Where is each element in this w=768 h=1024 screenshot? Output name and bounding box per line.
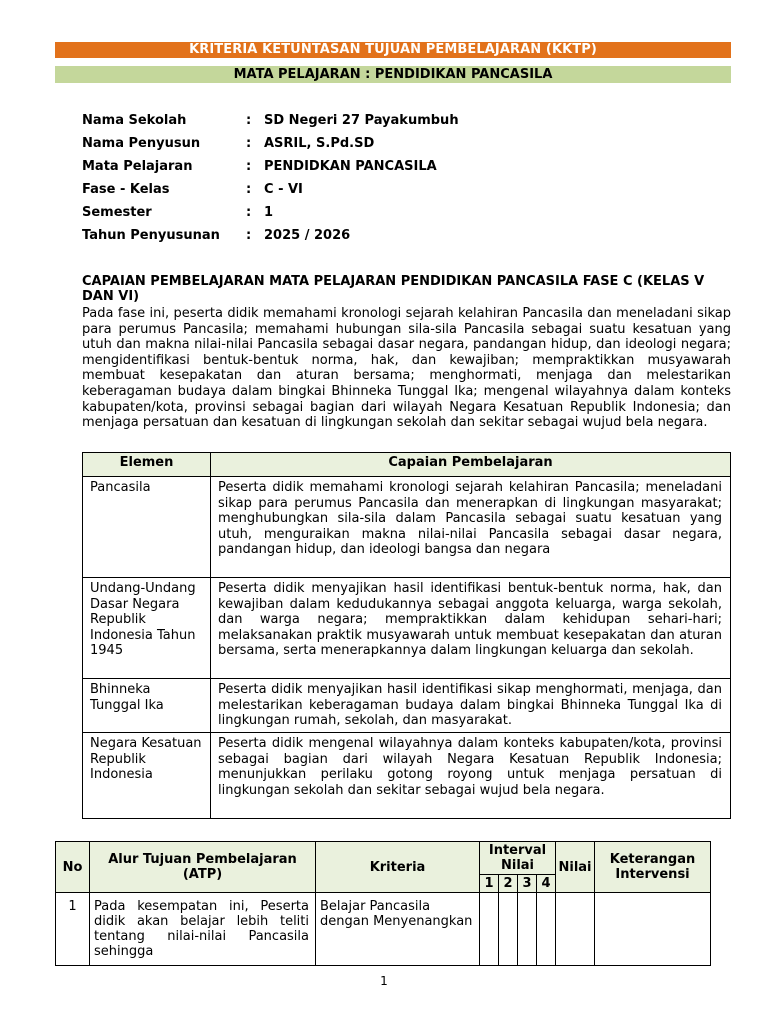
info-colon: : [246, 136, 252, 151]
interval-col-3: 3 [518, 875, 537, 893]
table-header-row [83, 453, 731, 477]
interval-col-4: 4 [537, 875, 556, 893]
column-header-nilai: Nilai [556, 842, 595, 893]
info-value: SD Negeri 27 Payakumbuh [264, 113, 459, 128]
info-row [82, 181, 459, 204]
table-row [56, 893, 711, 966]
info-value: C - VI [264, 182, 303, 197]
document-subtitle: MATA PELAJARAN : PENDIDIKAN PANCASILA [55, 66, 731, 83]
column-header-kriteria: Kriteria [316, 842, 480, 893]
elemen-cell: Pancasila [83, 477, 211, 578]
interval-cell[interactable] [518, 893, 537, 966]
info-row [82, 112, 459, 135]
info-label: Mata Pelajaran [82, 159, 193, 174]
interval-cell[interactable] [480, 893, 499, 966]
capaian-paragraph: Pada fase ini, peserta didik memahami kronologi sejarah kelahiran Pancasila dan meneladani sikap para perumus Pancasila; memahami hubungan sila-sila Pancasila sebagai suatu kesatuan yang utuh dan makna nilai-nilai Pancasila sebagai dasar negara, pandangan hidup, dan ideologi negara; mengidentifikasi bentuk-bentuk norma, hak, dan kewajiban; mempraktikkan musyawarah membuat kesepakatan dan aturan bersama; menghormati, menjaga dan melestarikan keberagaman budaya dalam bingkai Bhinneka Tunggal Ika; mengenal wilayahnya dalam konteks kabupaten/kota, provinsi sebagai bagian dari wilayah Negara Kesatuan Republik Indonesia; dan menjaga persatuan dan kesatuan di lingkungan sekolah dan sekitar sebagai wujud bela negara. [82, 306, 731, 431]
capaian-cell: Peserta didik menyajikan hasil identifikasi sikap menghormati, menjaga, dan melestarikan keberagaman budaya dalam bingkai Bhinneka Tunggal Ika di lingkungan rumah, sekolah, dan masyarakat. [211, 679, 731, 733]
column-header-keterangan: Keterangan Intervensi [595, 842, 711, 893]
info-value: 1 [264, 205, 274, 220]
elemen-table [82, 452, 731, 819]
info-row [82, 158, 459, 181]
column-header-no: No [56, 842, 90, 893]
info-label: Nama Penyusun [82, 136, 201, 151]
info-colon: : [246, 228, 252, 243]
nilai-cell[interactable] [556, 893, 595, 966]
info-colon: : [246, 113, 252, 128]
column-header-elemen: Elemen [83, 453, 211, 477]
capaian-heading: CAPAIAN PEMBELAJARAN MATA PELAJARAN PENDIDIKAN PANCASILA FASE C (KELAS V DAN VI) [82, 274, 705, 304]
capaian-cell: Peserta didik menyajikan hasil identifikasi bentuk-bentuk norma, hak, dan kewajiban dalam kedudukannya sebagai anggota keluarga, warga sekolah, dan warga negara; mempraktikkan dalam kehidupan sehari-hari; melaksanakan praktik musyawarah untuk membuat kesepakatan dan aturan bersama, serta menerapkannya dalam lingkungan keluarga dan sekolah. [211, 578, 731, 679]
column-header-capaian: Capaian Pembelajaran [211, 453, 731, 477]
info-colon: : [246, 205, 252, 220]
info-value: PENDIDKAN PANCASILA [264, 159, 437, 174]
column-header-interval: Interval Nilai [480, 842, 556, 875]
elemen-cell: Undang-Undang Dasar Negara Republik Indonesia Tahun 1945 [83, 578, 211, 679]
kktp-table [55, 841, 711, 966]
info-label: Tahun Penyusunan [82, 228, 220, 243]
interval-col-2: 2 [499, 875, 518, 893]
document-title: KRITERIA KETUNTASAN TUJUAN PEMBELAJARAN (KKTP) [55, 42, 731, 58]
info-label: Fase - Kelas [82, 182, 170, 197]
interval-cell[interactable] [537, 893, 556, 966]
table-row [83, 477, 731, 578]
info-row [82, 204, 459, 227]
elemen-cell: Bhinneka Tunggal Ika [83, 679, 211, 733]
info-colon: : [246, 159, 252, 174]
table-row [83, 679, 731, 733]
info-value: 2025 / 2026 [264, 228, 351, 243]
capaian-cell: Peserta didik memahami kronologi sejarah kelahiran Pancasila; meneladani sikap para perumus Pancasila dan menerapkan di lingkungan masyarakat; menghubungkan sila-sila dalam Pancasila sebagai suatu kesatuan yang utuh, menguraikan makna nilai-nilai Pancasila sebagai dasar negara, pandangan hidup, dan ideologi bangsa dan negara [211, 477, 731, 578]
info-colon: : [246, 182, 252, 197]
info-row [82, 227, 459, 250]
table-row [83, 578, 731, 679]
interval-col-1: 1 [480, 875, 499, 893]
info-row [82, 135, 459, 158]
info-value: ASRIL, S.Pd.SD [264, 136, 375, 151]
elemen-cell: Negara Kesatuan Republik Indonesia [83, 733, 211, 819]
column-header-atp: Alur Tujuan Pembelajaran (ATP) [90, 842, 316, 893]
page-number: 1 [380, 974, 388, 988]
school-info [82, 112, 459, 250]
keterangan-cell[interactable] [595, 893, 711, 966]
kriteria-cell: Belajar Pancasila dengan Menyenangkan [316, 893, 480, 966]
info-label: Nama Sekolah [82, 113, 187, 128]
info-label: Semester [82, 205, 152, 220]
capaian-cell: Peserta didik mengenal wilayahnya dalam konteks kabupaten/kota, provinsi sebagai bagian dari wilayah Negara Kesatuan Republik Indonesia; menunjukkan perilaku gotong royong untuk menjaga persatuan di lingkungan sekolah dan sekitar sebagai wujud bela negara. [211, 733, 731, 819]
table-header-row [56, 842, 711, 875]
atp-cell: Pada kesempatan ini, Peserta didik akan belajar lebih teliti tentang nilai-nilai Pancasila sehingga [90, 893, 316, 966]
interval-cell[interactable] [499, 893, 518, 966]
row-number: 1 [56, 893, 90, 966]
table-row [83, 733, 731, 819]
